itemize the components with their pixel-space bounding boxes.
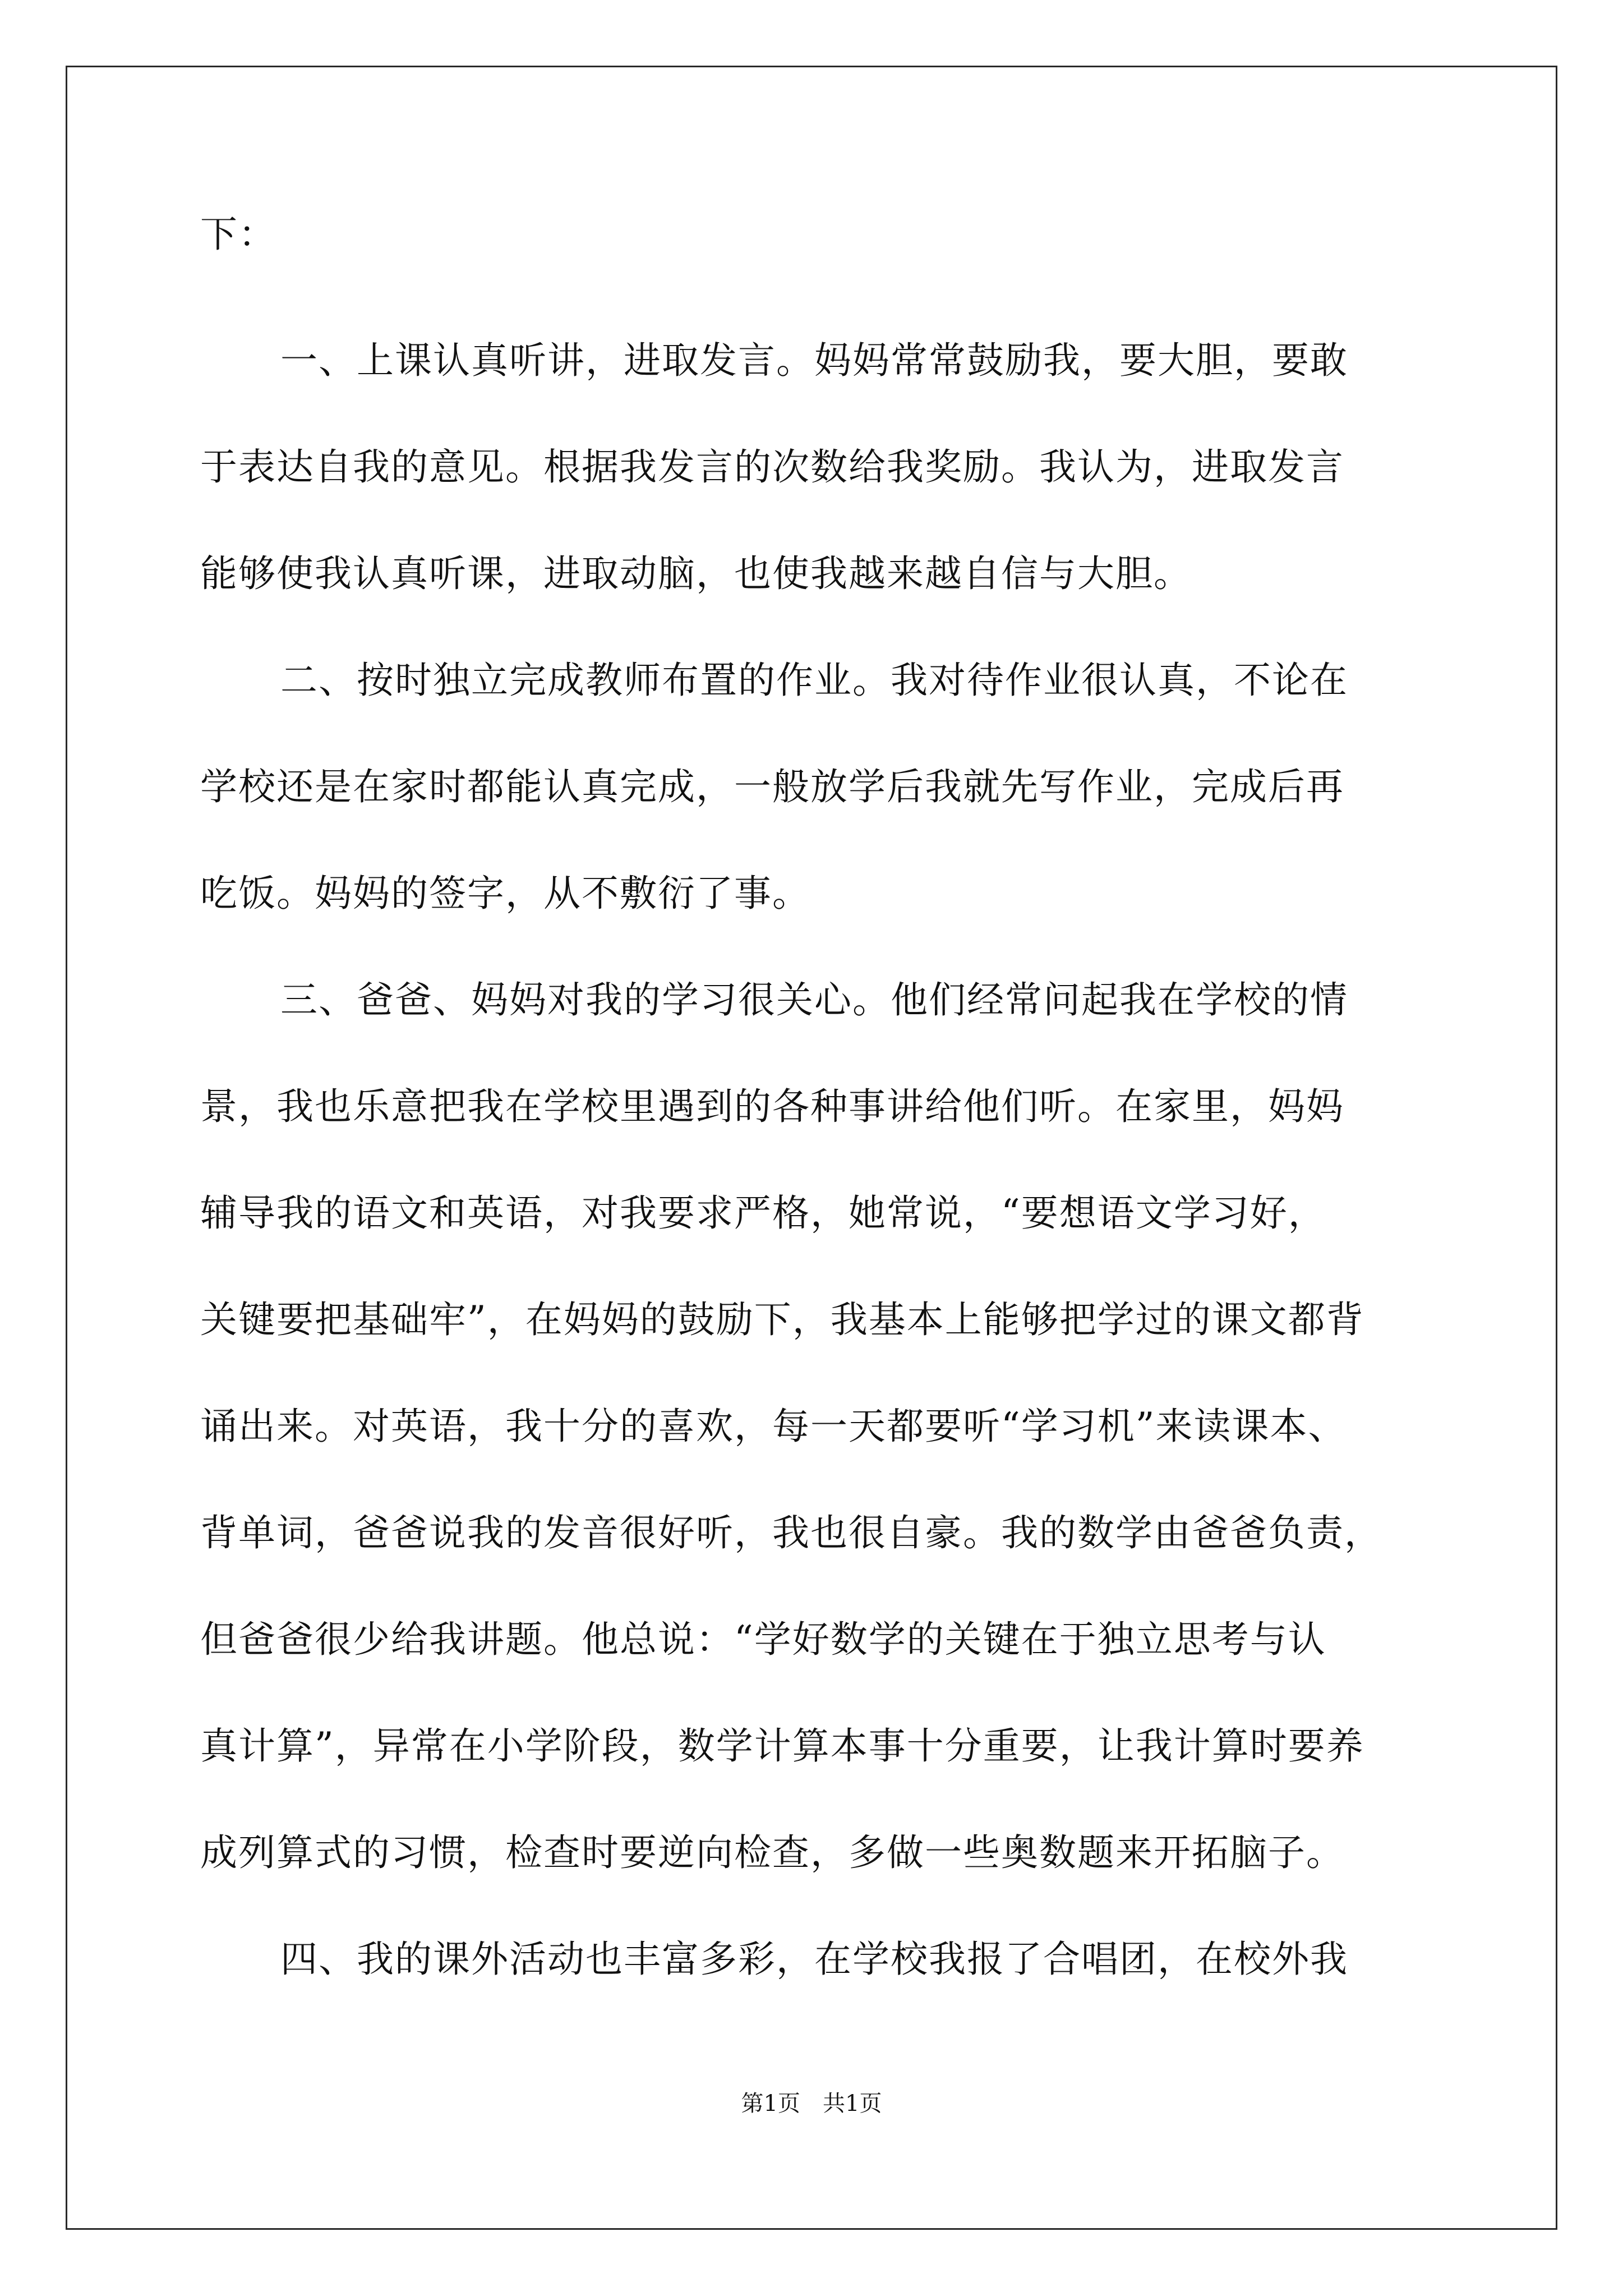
paragraph-3-line-4: 关键要把基础牢”，在妈妈的鼓励下，我基本上能够把学过的课文都背 xyxy=(200,1298,1364,1341)
paragraph-3-line-3: 辅导我的语文和英语，对我要求严格，她常说，“要想语文学习好， xyxy=(200,1191,1326,1235)
paragraph-3-line-5: 诵出来。对英语，我十分的喜欢，每一天都要听“学习机”来读课本、 xyxy=(200,1405,1347,1448)
paragraph-3-line-1: 三、爸爸、妈妈对我的学习很关心。他们经常问起我在学校的情 xyxy=(280,978,1348,1022)
paragraph-3-line-2: 景，我也乐意把我在学校里遇到的各种事讲给他们听。在家里，妈妈 xyxy=(200,1085,1344,1128)
paragraph-2-line-2: 学校还是在家时都能认真完成，一般放学后我就先写作业，完成后再 xyxy=(200,765,1344,808)
paragraph-1-line-3: 能够使我认真听课，进取动脑，也使我越来越自信与大胆。 xyxy=(200,552,1192,595)
page-footer: 第1页 共1页 xyxy=(741,2091,882,2116)
page-border xyxy=(66,66,1557,2230)
paragraph-2-line-3: 吃饭。妈妈的签字，从不敷衍了事。 xyxy=(200,872,810,915)
paragraph-3-line-7: 但爸爸很少给我讲题。他总说：“学好数学的关键在于独立思考与认 xyxy=(200,1618,1326,1661)
paragraph-2-line-1: 二、按时独立完成教师布置的作业。我对待作业很认真，不论在 xyxy=(280,659,1348,702)
paragraph-4-line-1: 四、我的课外活动也丰富多彩，在学校我报了合唱团，在校外我 xyxy=(280,1938,1348,1981)
text-line: 下： xyxy=(200,213,276,256)
paragraph-1-line-2: 于表达自我的意见。根据我发言的次数给我奖励。我认为，进取发言 xyxy=(200,445,1344,489)
paragraph-3-line-9: 成列算式的习惯，检查时要逆向检查，多做一些奥数题来开拓脑子。 xyxy=(200,1831,1344,1874)
paragraph-1-line-1: 一、上课认真听讲，进取发言。妈妈常常鼓励我，要大胆，要敢 xyxy=(280,339,1348,382)
paragraph-3-line-6: 背单词，爸爸说我的发音很好听，我也很自豪。我的数学由爸爸负责， xyxy=(200,1511,1382,1554)
paragraph-3-line-8: 真计算”，异常在小学阶段，数学计算本事十分重要，让我计算时要养 xyxy=(200,1724,1364,1768)
